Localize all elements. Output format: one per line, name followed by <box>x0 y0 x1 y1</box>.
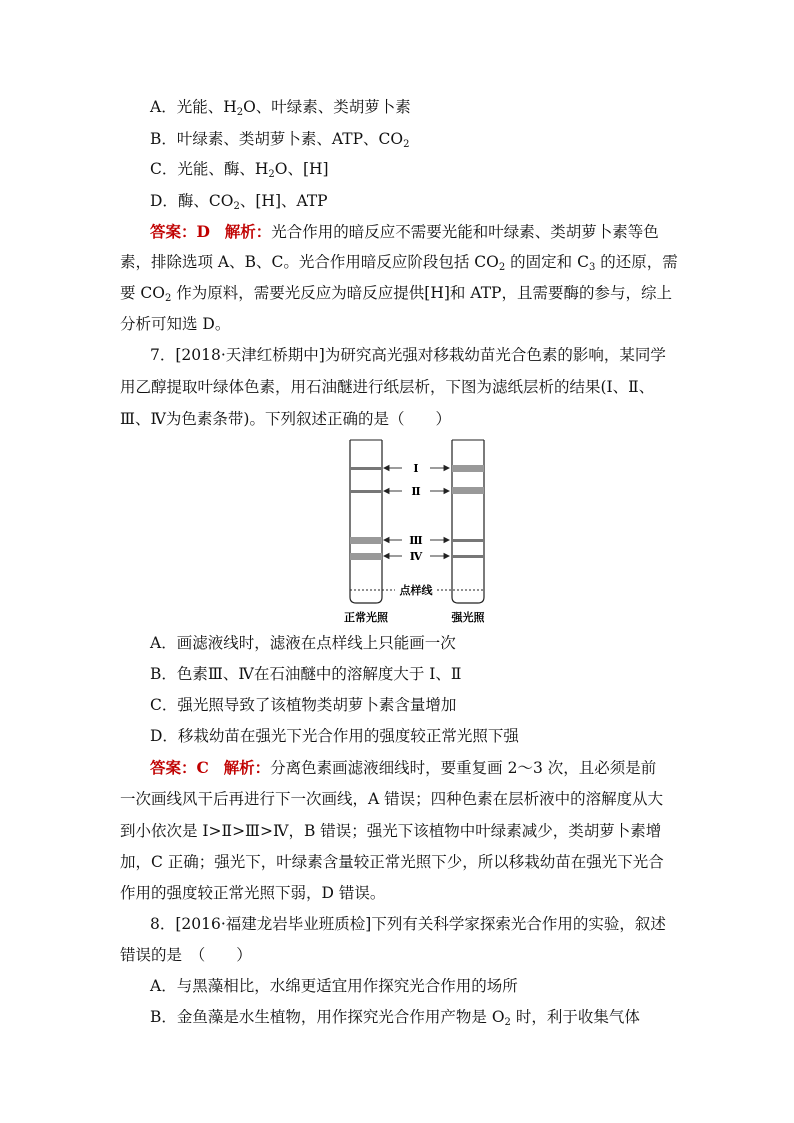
q7-answer-line-1 <box>150 758 656 778</box>
left-band-1 <box>350 467 382 470</box>
q7-stem-line-3: Ⅲ、Ⅳ为色素条带)。下列叙述正确的是（ ） <box>120 410 451 428</box>
left-band-3 <box>350 537 382 544</box>
q8-stem-line-1: 8．[2016·福建龙岩毕业班质检]下列有关科学家探索光合作用的实验，叙述 <box>150 915 666 933</box>
answer-label: 答案： <box>150 222 197 241</box>
q7-option-a: A．画滤液线时，滤液在点样线上只能画一次 <box>150 634 456 652</box>
explanation-text: 光合作用的暗反应不需要光能和叶绿素、类胡萝卜素等色 <box>271 223 659 241</box>
right-band-2 <box>452 487 484 494</box>
explanation-label: 解析： <box>223 758 271 777</box>
band-label-4: Ⅳ <box>409 550 423 563</box>
q7-explanation-line-3: 到小依次是 Ⅰ>Ⅱ>Ⅲ>Ⅳ，B 错误；强光下该植物中叶绿素减少，类胡萝卜素增 <box>120 822 662 840</box>
band-label-1: Ⅰ <box>413 462 419 475</box>
q6-option-b: B．叶绿素、类胡萝卜素、ATP、$CO_2$ <box>150 130 410 150</box>
q6-answer-line-1 <box>150 222 659 242</box>
chromatography-figure <box>340 435 500 625</box>
band-label-3: Ⅲ <box>409 534 423 547</box>
band-label-2: Ⅱ <box>411 485 421 498</box>
right-strip-outline <box>452 440 484 603</box>
q8-option-b: B．金鱼藻是水生植物，用作探究光合作用产物是 $O_2$ 时，利于收集气体 <box>150 1008 640 1028</box>
explanation-text: 分离色素画滤液细线时，要重复画 2～3 次，且必须是前 <box>270 759 657 777</box>
explanation-label: 解析： <box>224 222 272 241</box>
q6-option-a: A．光能、$H_2O$、叶绿素、类胡萝卜素 <box>150 98 411 118</box>
q7-explanation-line-2: 一次画线风干后再进行下一次画线，A 错误；四种色素在层析液中的溶解度从大 <box>120 790 664 808</box>
q7-explanation-line-5: 作用的强度较正常光照下弱，D 错误。 <box>120 884 386 902</box>
q7-option-d: D．移栽幼苗在强光下光合作用的强度较正常光照下强 <box>150 727 519 745</box>
baseline-label: 点样线 <box>399 584 433 597</box>
right-band-1 <box>452 465 484 472</box>
answer-label: 答案： <box>150 758 197 777</box>
right-band-3 <box>452 539 484 542</box>
q6-option-d: D．酶、$CO_2$、[H]、ATP <box>150 192 328 212</box>
right-caption: 强光照 <box>451 611 485 624</box>
answer-key: D <box>196 222 210 241</box>
left-strip-outline <box>350 440 382 603</box>
q6-option-c: C．光能、酶、$H_2O$、[H] <box>150 160 329 180</box>
q7-option-b: B．色素Ⅲ、Ⅳ在石油醚中的溶解度大于 Ⅰ、Ⅱ <box>150 665 462 683</box>
q7-option-c: C．强光照导致了该植物类胡萝卜素含量增加 <box>150 696 457 714</box>
left-band-2 <box>350 490 382 493</box>
right-band-4 <box>452 555 484 558</box>
q6-explanation-line-2: 素，排除选项 A、B、C。光合作用暗反应阶段包括 $CO_2$ 的固定和 $C_3$ 的还原，需 <box>120 253 678 273</box>
q6-explanation-line-3: 要 $CO_2$ 作为原料，需要光反应为暗反应提供[H]和 ATP，且需要酶的参与，综上 <box>120 284 672 304</box>
q6-explanation-line-4: 分析可知选 D。 <box>120 315 231 333</box>
q8-stem-line-2: 错误的是 （ ） <box>120 946 252 964</box>
left-caption: 正常光照 <box>344 611 388 624</box>
q7-explanation-line-4: 加，C 正确；强光下，叶绿素含量较正常光照下少，所以移栽幼苗在强光下光合 <box>120 853 664 871</box>
q8-option-a: A．与黑藻相比，水绵更适宜用作探究光合作用的场所 <box>150 977 518 995</box>
q7-stem-line-2: 用乙醇提取叶绿体色素，用石油醚进行纸层析，下图为滤纸层析的结果(Ⅰ、Ⅱ、 <box>120 378 655 396</box>
left-band-4 <box>350 553 382 560</box>
answer-key: C <box>196 758 209 777</box>
q7-stem-line-1: 7．[2018·天津红桥期中]为研究高光强对移栽幼苗光合色素的影响，某同学 <box>150 346 666 364</box>
